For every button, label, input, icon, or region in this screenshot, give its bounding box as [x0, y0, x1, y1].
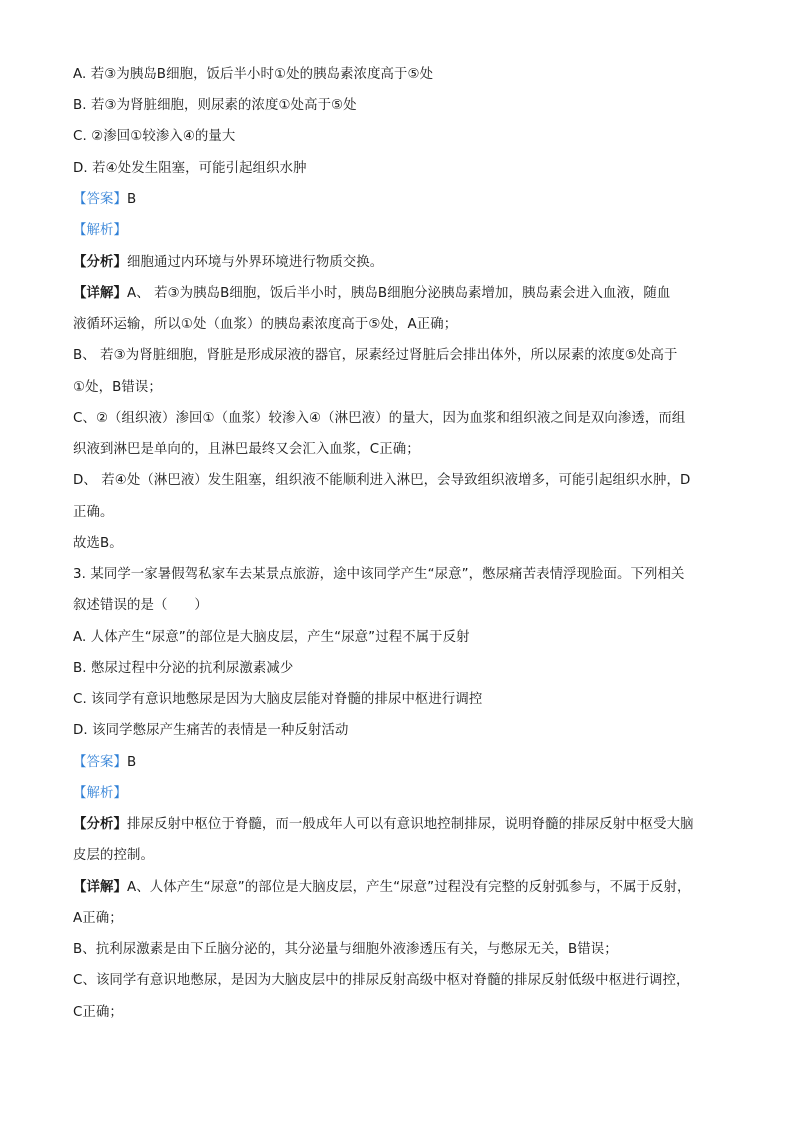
q3-detail-c-line-1: C、该同学有意识地憋尿，是因为大脑皮层中的排尿反射高级中枢对脊髓的排尿反射低级中枢进行调控，: [73, 973, 690, 988]
q2-fenxi-line: [73, 254, 723, 272]
q3-option-c: C. 该同学有意识地憋尿是因为大脑皮层能对脊髓的排尿中枢进行调控: [73, 692, 483, 707]
q2-option-a: A. 若③为胰岛B细胞，饭后半小时①处的胰岛素浓度高于⑤处: [73, 67, 434, 82]
q2-detail-a-line-1: [73, 285, 723, 303]
q3-fenxi-text-1: 排尿反射中枢位于脊髓，而一般成年人可以有意识地控制排尿，说明脊髓的排尿反射中枢受大脑: [126, 817, 694, 832]
q2-detail-b-line-2: ①处，B错误；: [73, 380, 162, 395]
q2-detail-d-line-2: 正确。: [73, 505, 114, 520]
q2-fenxi-text: 细胞通过内环境与外界环境进行物质交换。: [126, 255, 384, 270]
q2-analysis-tag: 【解析】: [73, 223, 127, 238]
q3-analysis-line: [73, 785, 723, 803]
q2-answer-tag: 【答案】: [73, 192, 127, 207]
q2-answer-line: [73, 191, 723, 209]
q3-detail-b-line-1: B、抗利尿激素是由下丘脑分泌的，其分泌量与细胞外液渗透压有关，与憋尿无关，B错误；: [73, 942, 618, 957]
q3-answer-line: [73, 754, 723, 772]
q3-answer-value: B: [126, 755, 137, 770]
q3-stem-line-2: 叙述错误的是（ ）: [73, 598, 208, 613]
q2-option-d: D. 若④处发生阻塞，可能引起组织水肿: [73, 161, 307, 176]
q2-option-b: B. 若③为肾脏细胞，则尿素的浓度①处高于⑤处: [73, 98, 357, 113]
q2-detail-c-line-2: 织液到淋巴是单向的，且淋巴最终又会汇入血浆，C正确；: [73, 442, 420, 457]
q3-detail-a-line-2: A正确；: [73, 911, 123, 926]
q3-option-a: A. 人体产生“尿意”的部位是大脑皮层，产生“尿意”过程不属于反射: [73, 630, 470, 645]
q2-detail-a-line-2: 液循环运输，所以①处（血浆）的胰岛素浓度高于⑤处，A正确；: [73, 317, 458, 332]
q2-conclusion: 故选B。: [73, 536, 123, 551]
q3-stem-line-1: 3. 某同学一家暑假驾私家车去某景点旅游，途中该同学产生“尿意”，憋尿痛苦表情浮现脸面。下列相关: [73, 567, 685, 582]
q2-analysis-line: [73, 222, 723, 240]
q2-detail-c-line-1: C、②（组织液）渗回①（血浆）较渗入④（淋巴液）的量大，因为血浆和组织液之间是双向渗透，而组: [73, 411, 686, 426]
q2-detail-d-line-1: D、 若④处（淋巴液）发生阻塞，组织液不能顺利进入淋巴，会导致组织液增多，可能引起组织水肿，D: [73, 473, 691, 488]
q2-detail-b-line-1: B、 若③为肾脏细胞，肾脏是形成尿液的器官，尿素经过肾脏后会排出体外，所以尿素的浓度⑤处高于: [73, 348, 678, 363]
q3-detail-a-text-1: A、人体产生“尿意”的部位是大脑皮层，产生“尿意”过程没有完整的反射弧参与，不属于反射，: [126, 880, 691, 895]
q3-detail-c-line-2: C正确；: [73, 1005, 123, 1020]
q3-detail-tag: 【详解】: [73, 880, 127, 895]
q3-option-b: B. 憋尿过程中分泌的抗利尿激素减少: [73, 661, 294, 676]
q2-detail-a-text-1: A、 若③为胰岛B细胞，饭后半小时，胰岛B细胞分泌胰岛素增加，胰岛素会进入血液，随血: [126, 286, 671, 301]
q2-fenxi-tag: 【分析】: [73, 255, 127, 270]
q3-fenxi-tag: 【分析】: [73, 817, 127, 832]
q3-fenxi-line-2: 皮层的控制。: [73, 848, 154, 863]
q2-option-c: C. ②渗回①较渗入④的量大: [73, 129, 236, 144]
q3-fenxi-line-1: [73, 816, 723, 834]
q3-analysis-tag: 【解析】: [73, 786, 127, 801]
q3-option-d: D. 该同学憋尿产生痛苦的表情是一种反射活动: [73, 723, 349, 738]
q3-detail-a-line-1: [73, 879, 723, 897]
q2-answer-value: B: [126, 192, 137, 207]
q2-detail-tag: 【详解】: [73, 286, 127, 301]
q3-answer-tag: 【答案】: [73, 755, 127, 770]
